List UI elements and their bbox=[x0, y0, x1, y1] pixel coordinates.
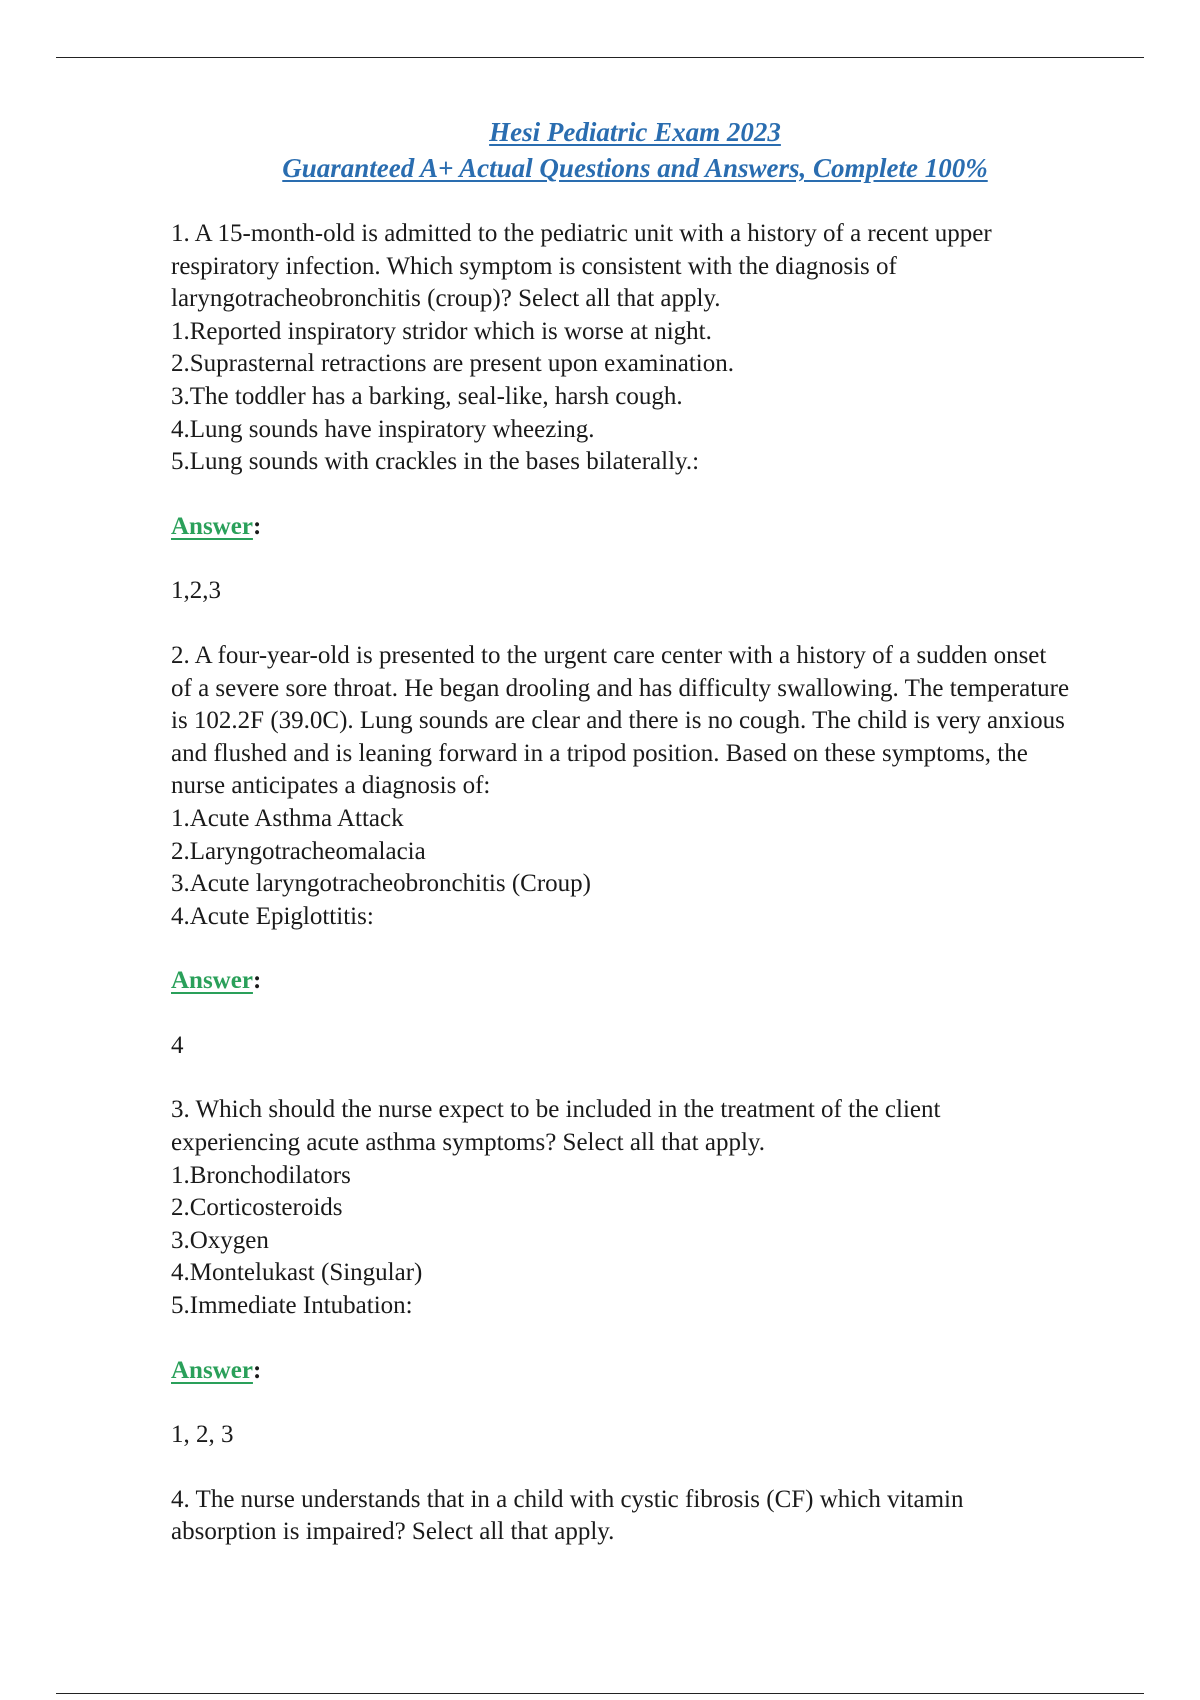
title-line-1[interactable]: Hesi Pediatric Exam 2023 bbox=[489, 117, 781, 147]
option-item: 4.Acute Epiglottitis: bbox=[171, 902, 374, 930]
option-item: 5.Immediate Intubation: bbox=[171, 1292, 413, 1320]
option-item: 1.Bronchodilators bbox=[171, 1161, 351, 1189]
answer-label: Answer: bbox=[171, 512, 262, 540]
answer-label: Answer: bbox=[171, 1356, 262, 1384]
option-item: 2.Corticosteroids bbox=[171, 1194, 343, 1222]
question-1 bbox=[171, 218, 1071, 608]
option-item: 4.Lung sounds have inspiratory wheezing. bbox=[171, 415, 595, 443]
question-4 bbox=[171, 1484, 1071, 1549]
question-text: 3. Which should the nurse expect to be included in the treatment of the client experiencing acute asthma symptoms? Select all that apply. bbox=[171, 1096, 941, 1157]
top-rule bbox=[56, 57, 1144, 58]
option-item: 3.Oxygen bbox=[171, 1226, 269, 1254]
option-item: 1.Acute Asthma Attack bbox=[171, 804, 404, 832]
answer-label: Answer: bbox=[171, 967, 262, 995]
option-item: 3.Acute laryngotracheobronchitis (Croup) bbox=[171, 870, 592, 898]
option-item: 4.Montelukast (Singular) bbox=[171, 1259, 423, 1287]
bottom-rule bbox=[56, 1693, 1144, 1694]
answer-value: 1,2,3 bbox=[171, 577, 221, 605]
question-2 bbox=[171, 640, 1071, 1063]
option-item: 5.Lung sounds with crackles in the bases bilaterally.: bbox=[171, 448, 700, 476]
option-item: 2.Laryngotracheomalacia bbox=[171, 837, 426, 865]
question-3 bbox=[171, 1094, 1071, 1451]
option-item: 1.Reported inspiratory stridor which is worse at night. bbox=[171, 317, 712, 345]
question-text: 1. A 15-month-old is admitted to the pediatric unit with a history of a recent upper respiratory infection. Which symptom is consistent with the diagnosis of laryngotracheobronchitis (croup)? Select all that apply. bbox=[171, 220, 992, 313]
document-title bbox=[0, 114, 1200, 186]
answer-value: 1, 2, 3 bbox=[171, 1421, 234, 1449]
title-line-2[interactable]: Guaranteed A+ Actual Questions and Answers, Complete 100% bbox=[282, 153, 988, 183]
option-item: 2.Suprasternal retractions are present upon examination. bbox=[171, 350, 735, 378]
answer-value: 4 bbox=[171, 1031, 184, 1059]
question-text: 4. The nurse understands that in a child with cystic fibrosis (CF) which vitamin absorption is impaired? Select all that apply. bbox=[171, 1485, 964, 1546]
option-item: 3.The toddler has a barking, seal-like, harsh cough. bbox=[171, 382, 683, 410]
question-text: 2. A four-year-old is presented to the urgent care center with a history of a sudden onset of a severe sore throat. He began drooling and has difficulty swallowing. The temperature is 102.2F (39.0C). Lung sounds are clear and there is no cough. The child is very anxious and flushed and is leaning forward in a tripod position. Based on these symptoms, the nurse anticipates a diagnosis of: bbox=[171, 641, 1070, 800]
question-list bbox=[171, 218, 1071, 1549]
